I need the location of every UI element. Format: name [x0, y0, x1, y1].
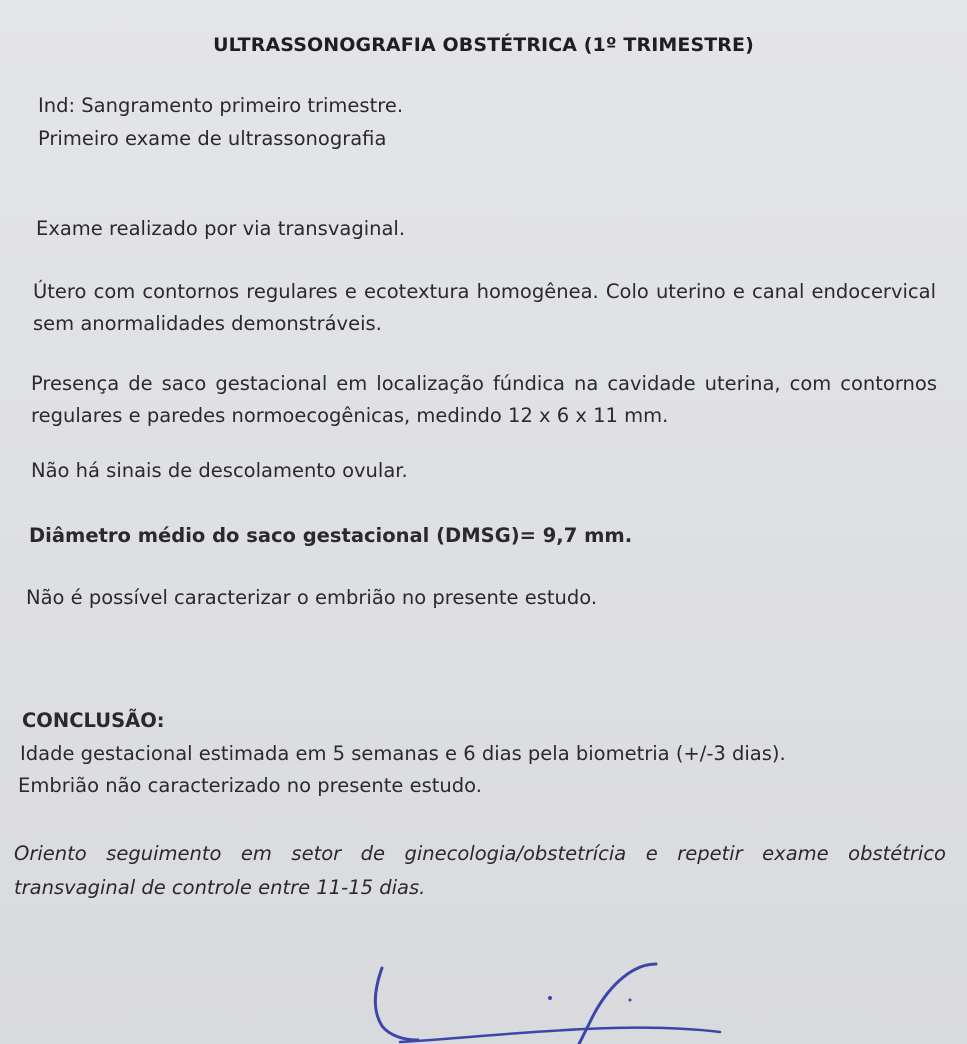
method-text: Exame realizado por via transvaginal.	[36, 217, 406, 240]
gestational-sac-paragraph: Presença de saco gestacional em localização fúndica na cavidade uterina, com contornos regulares e paredes normoecogênicas, medindo 12 x 6 x 11 mm.	[31, 372, 937, 427]
embryo-conclusion-text: Embrião não caracterizado no presente estudo.	[18, 774, 482, 797]
recommendation-paragraph: Oriento seguimento em setor de ginecologia/obstetrícia e repetir exame obstétrico transvaginal de controle entre 11-15 dias.	[14, 842, 946, 899]
uterus-paragraph: Útero com contornos regulares e ecotextura homogênea. Colo uterino e canal endocervical sem anormalidades demonstráveis.	[33, 280, 936, 335]
first-exam-text: Primeiro exame de ultrassonografia	[38, 127, 387, 150]
indication-text: Ind: Sangramento primeiro trimestre.	[38, 94, 404, 117]
signature	[360, 950, 780, 1044]
gestational-age-text: Idade gestacional estimada em 5 semanas e 6 dias pela biometria (+/-3 dias).	[20, 742, 786, 765]
conclusion-heading: CONCLUSÃO:	[22, 709, 165, 732]
report-title: ULTRASSONOGRAFIA OBSTÉTRICA (1º TRIMESTRE)	[213, 34, 754, 56]
embryo-note-text: Não é possível caracterizar o embrião no presente estudo.	[26, 586, 598, 609]
detachment-text: Não há sinais de descolamento ovular.	[31, 459, 408, 482]
dmsg-text: Diâmetro médio do saco gestacional (DMSG)= 9,7 mm.	[29, 524, 633, 547]
